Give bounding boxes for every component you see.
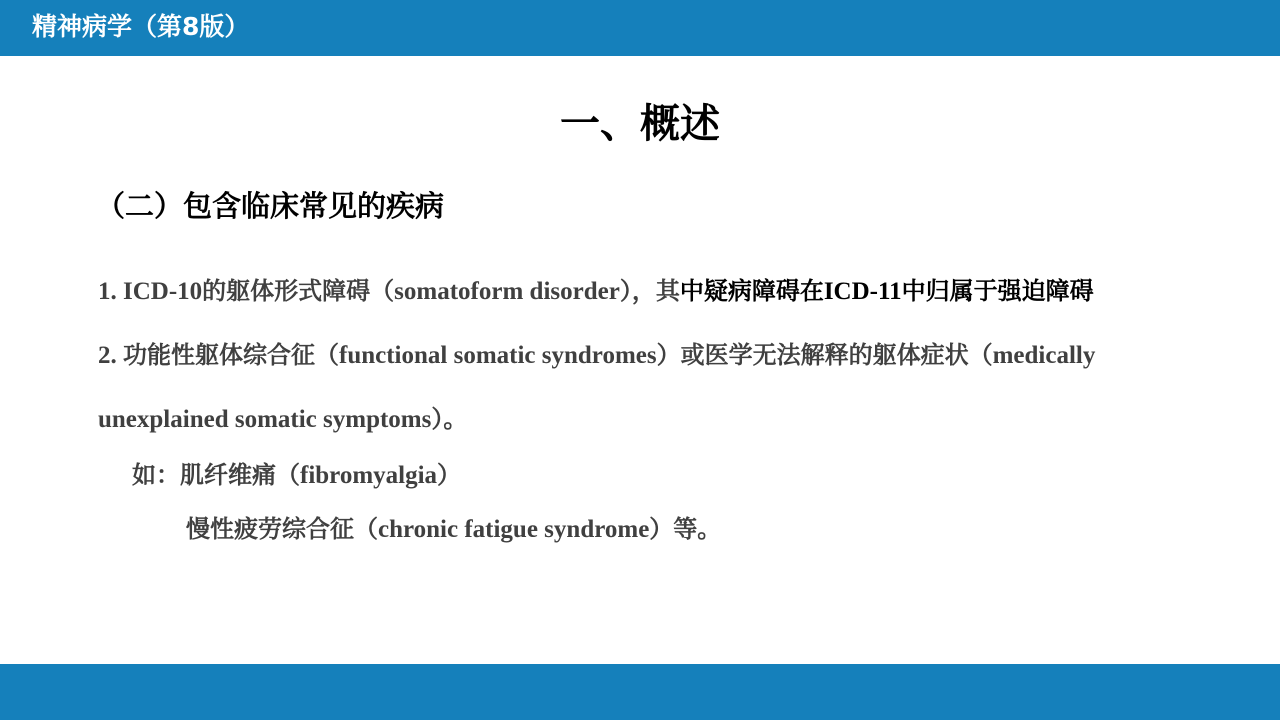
item1-text-cn3: 中疑病障碍在	[679, 277, 824, 305]
example1-text-cn2: ）	[437, 461, 462, 489]
slide-title: 一、概述	[560, 101, 720, 147]
example2-text-cn1: 慢性疲劳综合征（	[186, 515, 378, 543]
header-bar	[0, 0, 1280, 56]
item2-text-en1: functional somatic syndromes	[339, 342, 657, 369]
example2-text-en1: chronic fatigue syndrome	[378, 516, 650, 543]
section-subtitle: （二）包含临床常见的疾病	[96, 189, 445, 223]
list-item-1	[98, 272, 1094, 313]
example-1	[132, 456, 461, 497]
item2-text-en2: medically	[992, 342, 1096, 369]
book-title: 精神病学（第8版）	[32, 12, 250, 41]
footer-bar	[0, 664, 1280, 720]
item2-text-cn3: ）。	[431, 405, 468, 433]
item1-text-cn1: 的躯体形式障碍（	[202, 277, 395, 305]
item2-text-cn2: ）或医学无法解释的躯体症状（	[656, 341, 993, 369]
item1-prefix: 1. ICD-10	[98, 278, 203, 305]
item1-text-en1: somatoform disorder	[394, 278, 620, 305]
example1-text-en1: fibromyalgia	[300, 462, 438, 489]
item1-text-en2: ICD-11	[823, 278, 902, 305]
item2-prefix: 2.	[98, 342, 123, 369]
example1-text-cn1: 如：肌纤维痛（	[132, 461, 300, 489]
list-item-2-line-1	[98, 336, 1095, 377]
item2-text-cn1: 功能性躯体综合征（	[123, 341, 339, 369]
example2-text-cn2: ）等。	[649, 515, 722, 543]
item1-text-cn2: ），其	[619, 277, 680, 305]
list-item-2-line-2	[98, 400, 467, 441]
item1-text-cn4: 中归属于强迫障碍	[901, 277, 1094, 305]
example-2	[186, 510, 721, 551]
item2-text-en3: unexplained somatic symptoms	[98, 406, 432, 433]
